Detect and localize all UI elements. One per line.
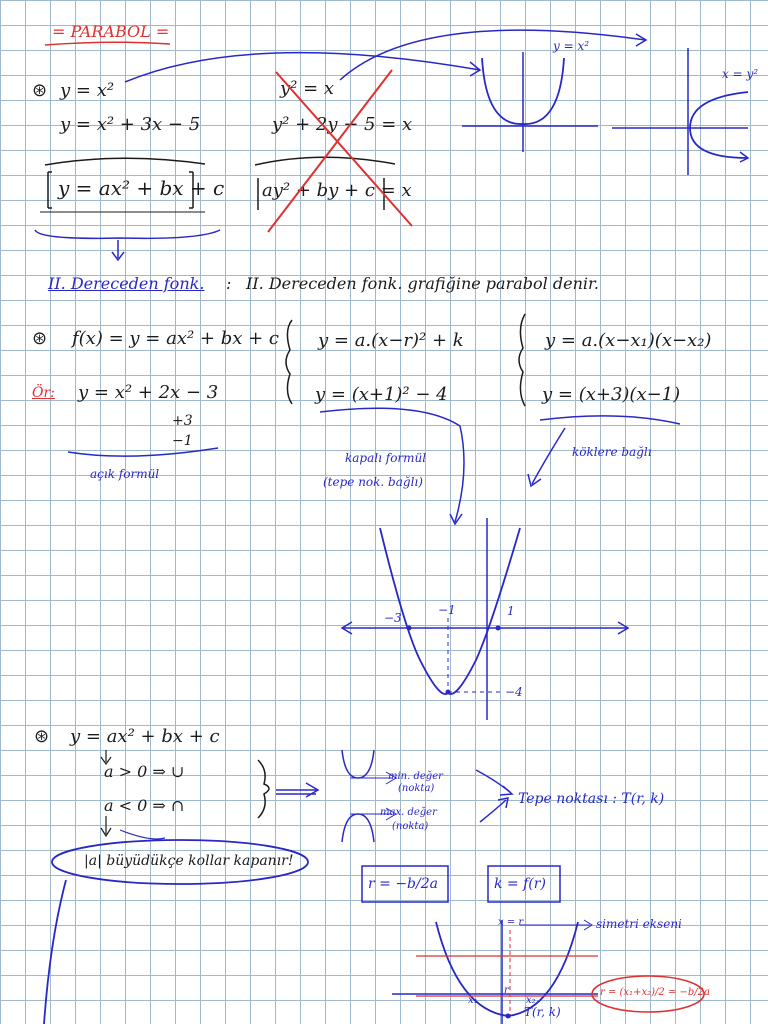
form-y-x2: y = x²: [60, 80, 115, 101]
example-factor-minus1: −1: [172, 433, 193, 449]
bullet-star-icon: ⊛: [32, 80, 48, 101]
root-x1-label: x₁: [468, 995, 478, 1006]
caption-open-formula: açık formül: [90, 467, 160, 481]
graph-label-y-x2: y = x²: [553, 39, 590, 53]
root-label-minus3: −3: [384, 611, 402, 625]
example-factor-plus3: +3: [172, 413, 193, 429]
root-x2-label: x₂: [526, 995, 536, 1006]
vertex-point-label: Tepe noktası : T(r, k): [518, 791, 665, 807]
crossed-form-y2-x: y² = x: [280, 78, 335, 99]
general-form-y: y = ax² + bx + c: [58, 176, 225, 200]
crossed-general-form: ay² + by + c = x: [262, 180, 412, 201]
r-formula: r = −b/2a: [368, 876, 438, 892]
standard-form: f(x) = y = ax² + bx + c: [72, 328, 279, 349]
page-title: = PARABOL =: [52, 22, 170, 41]
vertex-form: y = a.(x−r)² + k: [318, 330, 464, 351]
definition-text: II. Dereceden fonk. grafiğine parabol denir.: [246, 274, 599, 293]
caption-vertex-based: (tepe nok. bağlı): [323, 475, 423, 489]
example-label: Ör:: [32, 385, 55, 401]
max-value-note: (nokta): [392, 821, 429, 832]
root-label-1: 1: [507, 604, 515, 618]
max-value-label: max. değer: [380, 807, 437, 818]
axis-mark-minus1: −1: [438, 603, 456, 617]
bullet-star-icon-2: ⊛: [32, 328, 48, 349]
definition-colon: :: [226, 274, 232, 293]
graph-label-x-y2: x = y²: [722, 67, 759, 81]
min-value-note: (nokta): [398, 783, 435, 794]
example-vertex-form: y = (x+1)² − 4: [315, 384, 448, 405]
example-open-form: y = x² + 2x − 3: [78, 382, 219, 403]
a-negative-rule: a < 0 ⇒ ∩: [104, 796, 185, 815]
bullet-star-icon-3: ⊛: [34, 726, 50, 747]
properties-equation: y = ax² + bx + c: [70, 726, 220, 747]
example-roots-form: y = (x+3)(x−1): [542, 384, 681, 405]
r-mark-label: r: [504, 985, 509, 996]
caption-roots-based: köklere bağlı: [572, 445, 652, 459]
r-alternate-formula: r = (x₁+x₂)/2 = −b/2a: [600, 987, 710, 998]
vertex-T-label: T(r, k): [524, 1005, 561, 1019]
symmetry-axis-label: simetri ekseni: [596, 917, 682, 931]
roots-form: y = a.(x−x₁)(x−x₂): [545, 330, 712, 351]
caption-closed-formula: kapalı formül: [345, 451, 427, 465]
min-value-minus4: −4: [505, 685, 523, 699]
x-equals-r-label: x = r: [498, 917, 524, 928]
definition-term: II. Dereceden fonk.: [48, 274, 205, 293]
form-y-x2-3x-5: y = x² + 3x − 5: [60, 114, 201, 135]
abs-a-note: |a| büyüdükçe kollar kapanır!: [84, 853, 294, 869]
min-value-label: min. değer: [388, 771, 443, 782]
a-positive-rule: a > 0 ⇒ ∪: [104, 762, 185, 781]
k-formula: k = f(r): [494, 876, 546, 892]
crossed-form-y2-2y: y² + 2y − 5 = x: [272, 114, 413, 135]
